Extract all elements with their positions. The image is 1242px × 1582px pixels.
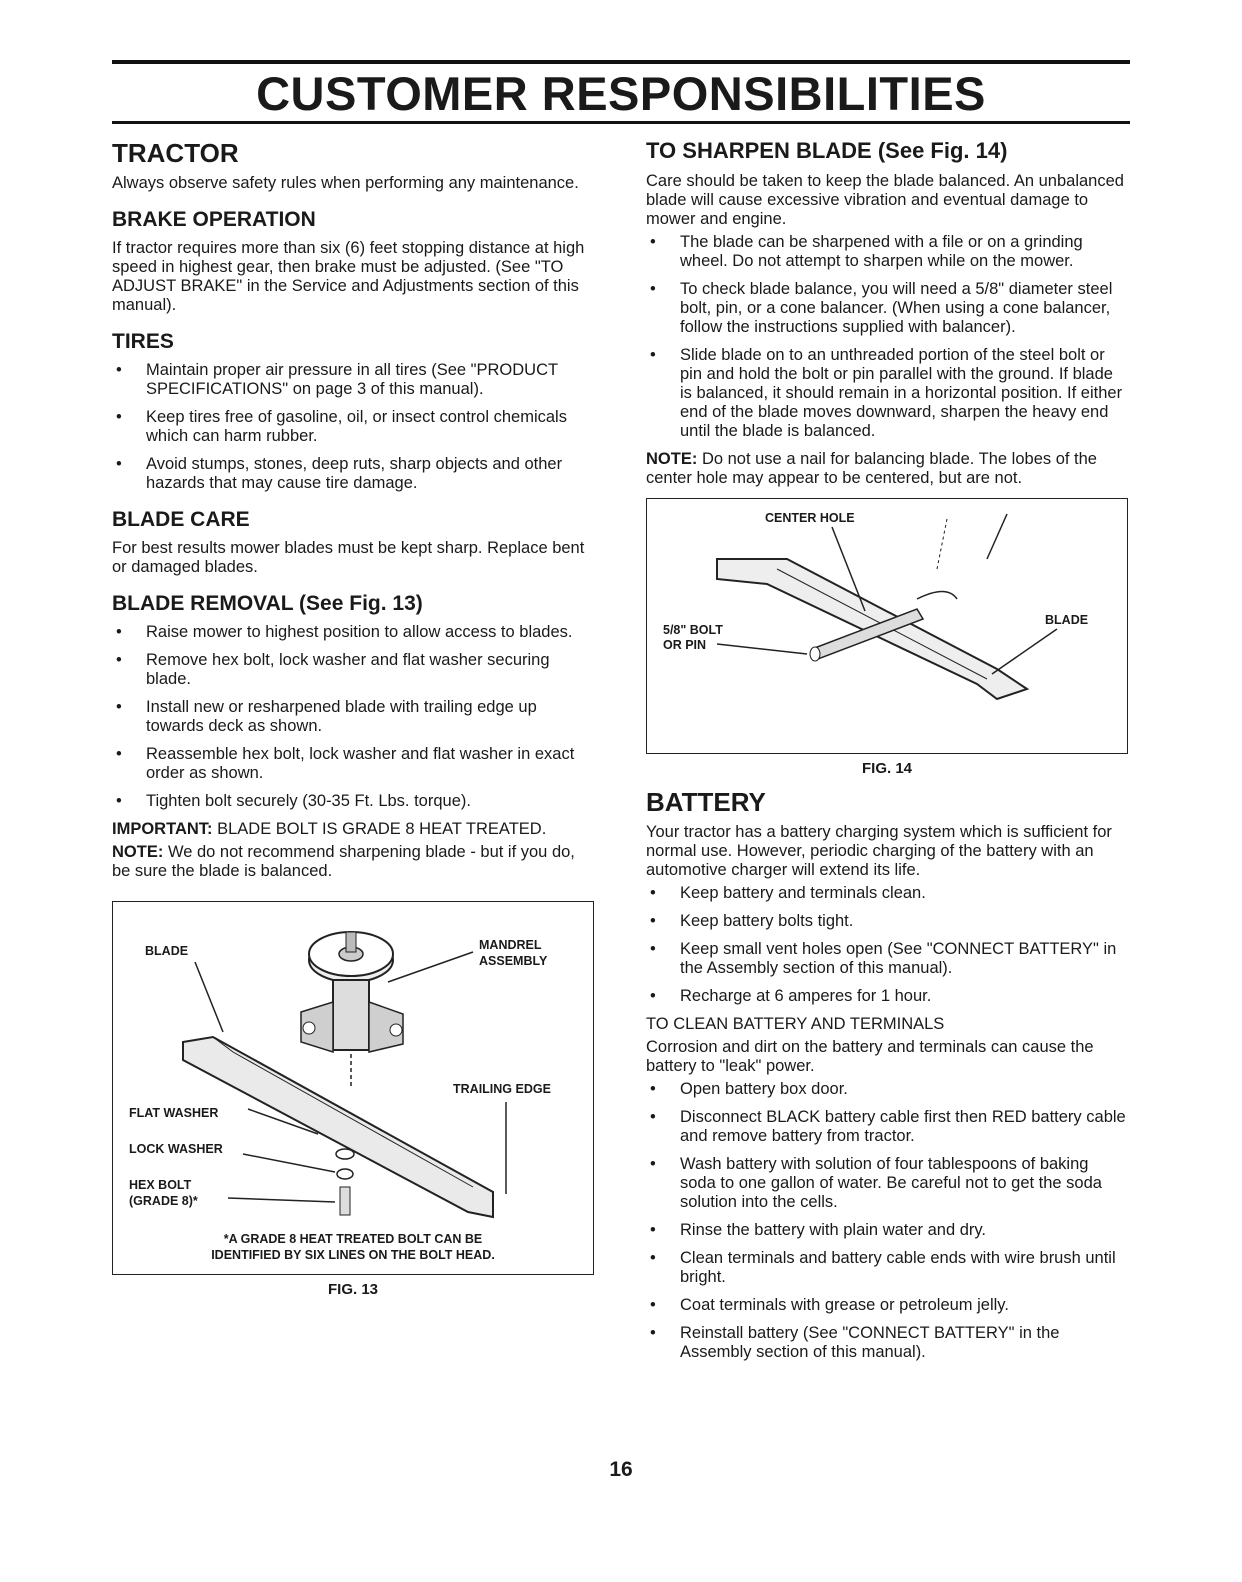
title-underline — [112, 121, 1130, 124]
page-title: CUSTOMER RESPONSIBILITIES — [256, 67, 986, 120]
tires-list — [112, 361, 594, 493]
tractor-text: Always observe safety rules when performing any maintenance. — [112, 174, 579, 192]
fig14-label-blade: BLADE — [1045, 613, 1089, 627]
top-rule — [112, 60, 1130, 64]
sharpen-heading: TO SHARPEN BLADE (See Fig. 14) — [646, 138, 1008, 163]
list-item: • Avoid stumps, stones, deep ruts, sharp objects and other hazards that may cause tire damage. — [116, 455, 563, 492]
fig14-label-pin: OR PIN — [663, 638, 707, 652]
fig14-label-bolt: 5/8" BOLT — [663, 623, 723, 637]
battery-text: Your tractor has a battery charging system which is sufficient for normal use. However, periodic charging of the battery with an automotive charger will extend its life. — [646, 823, 1112, 879]
fig13-label-blade: BLADE — [145, 944, 189, 958]
list-item: • Rinse the battery with plain water and dry. — [650, 1221, 987, 1239]
fig13-footnote-1: *A GRADE 8 HEAT TREATED BOLT CAN BE — [223, 1232, 483, 1246]
fig13-label-hex-bolt: HEX BOLT — [129, 1178, 192, 1192]
list-item: • Clean terminals and battery cable ends with wire brush until bright. — [650, 1249, 1116, 1286]
fig13-label-flat-washer: FLAT WASHER — [129, 1106, 219, 1120]
clean-battery-list — [646, 1080, 1128, 1362]
list-item: • Install new or resharpened blade with trailing edge up towards deck as shown. — [116, 698, 537, 735]
list-item: • Reinstall battery (See "CONNECT BATTERY" in the Assembly section of this manual). — [650, 1324, 1060, 1361]
fig14-caption: FIG. 14 — [861, 760, 913, 777]
fig13-caption: FIG. 13 — [327, 1281, 379, 1298]
page-number: 16 — [609, 1458, 633, 1481]
blade-removal-list — [112, 623, 594, 811]
important-note: IMPORTANT: BLADE BOLT IS GRADE 8 HEAT TREATED. — [112, 820, 547, 838]
blade-removal-heading: BLADE REMOVAL (See Fig. 13) — [112, 592, 423, 615]
blade-care-text: For best results mower blades must be kept sharp. Replace bent or damaged blades. — [112, 539, 585, 576]
balancing-note: NOTE: Do not use a nail for balancing blade. The lobes of the center hole may appear to be centered, but are not. — [646, 450, 1097, 487]
list-item: • Slide blade on to an unthreaded portion of the steel bolt or pin and hold the bolt or pin parallel with the ground. If blade is balanced, it should remain in a horizontal position. If either end of the blade moves downward, sharpen the heavy end until the blade is balanced. — [650, 346, 1123, 440]
list-item: • Reassemble hex bolt, lock washer and flat washer in exact order as shown. — [116, 745, 575, 782]
fig13-footnote-2: IDENTIFIED BY SIX LINES ON THE BOLT HEAD. — [211, 1248, 495, 1262]
tires-heading: TIRES — [112, 330, 174, 353]
fig13-label-trailing-edge: TRAILING EDGE — [453, 1082, 551, 1096]
list-item: • To check blade balance, you will need a 5/8" diameter steel bolt, pin, or a cone balancer. (When using a cone balancer, follow the instructions supplied with balancer). — [650, 280, 1113, 336]
fig14-label-center-hole: CENTER HOLE — [765, 511, 855, 525]
sharpening-note: NOTE: We do not recommend sharpening blade - but if you do, be sure the blade is balanced. — [112, 843, 575, 880]
left-column — [112, 136, 594, 1298]
blade-care-heading: BLADE CARE — [112, 508, 250, 531]
list-item: • Remove hex bolt, lock washer and flat washer securing blade. — [116, 651, 550, 688]
tractor-heading: TRACTOR — [112, 138, 239, 168]
right-column — [646, 136, 1128, 1371]
clean-battery-heading: TO CLEAN BATTERY AND TERMINALS — [646, 1015, 945, 1033]
brake-operation-heading: BRAKE OPERATION — [112, 208, 316, 231]
list-item: • Keep small vent holes open (See "CONNECT BATTERY" in the Assembly section of this manual). — [650, 940, 1117, 977]
list-item: • Coat terminals with grease or petroleum jelly. — [650, 1296, 1009, 1314]
list-item: • Tighten bolt securely (30-35 Ft. Lbs. torque). — [116, 792, 471, 810]
figure-13 — [112, 901, 594, 1275]
fig13-label-assembly: ASSEMBLY — [479, 954, 548, 968]
list-item: • Raise mower to highest position to allow access to blades. — [116, 623, 573, 641]
brake-operation-text: If tractor requires more than six (6) feet stopping distance at high speed in highest gear, then brake must be adjusted. (See "TO ADJUST BRAKE" in the Service and Adjustments section of this manual). — [112, 239, 585, 314]
sharpen-list — [646, 233, 1128, 441]
sharpen-text: Care should be taken to keep the blade balanced. An unbalanced blade will cause excessive vibration and eventual damage to mower and engine. — [646, 172, 1124, 228]
battery-heading: BATTERY — [646, 787, 766, 817]
figure-14 — [646, 498, 1128, 754]
list-item: • Keep tires free of gasoline, oil, or insect control chemicals which can harm rubber. — [116, 408, 567, 445]
fig13-label-grade: (GRADE 8)* — [129, 1194, 198, 1208]
fig13-label-mandrel: MANDREL — [479, 938, 542, 952]
list-item: • Wash battery with solution of four tablespoons of baking soda to one gallon of water. Be careful not to get the soda solution into the cells. — [650, 1155, 1102, 1211]
fig13-label-lock-washer: LOCK WASHER — [129, 1142, 223, 1156]
list-item: • Disconnect BLACK battery cable first then RED battery cable and remove battery from tractor. — [650, 1108, 1126, 1145]
list-item: • Keep battery bolts tight. — [650, 912, 854, 930]
list-item: • Recharge at 6 amperes for 1 hour. — [650, 987, 932, 1005]
list-item: • Open battery box door. — [650, 1080, 848, 1098]
list-item: • Maintain proper air pressure in all tires (See "PRODUCT SPECIFICATIONS" on page 3 of this manual). — [116, 361, 558, 398]
battery-list — [646, 884, 1128, 1006]
list-item: • The blade can be sharpened with a file or on a grinding wheel. Do not attempt to sharpen while on the mower. — [650, 233, 1083, 270]
clean-battery-text: Corrosion and dirt on the battery and terminals can cause the battery to "leak" power. — [646, 1038, 1094, 1075]
list-item: • Keep battery and terminals clean. — [650, 884, 926, 902]
